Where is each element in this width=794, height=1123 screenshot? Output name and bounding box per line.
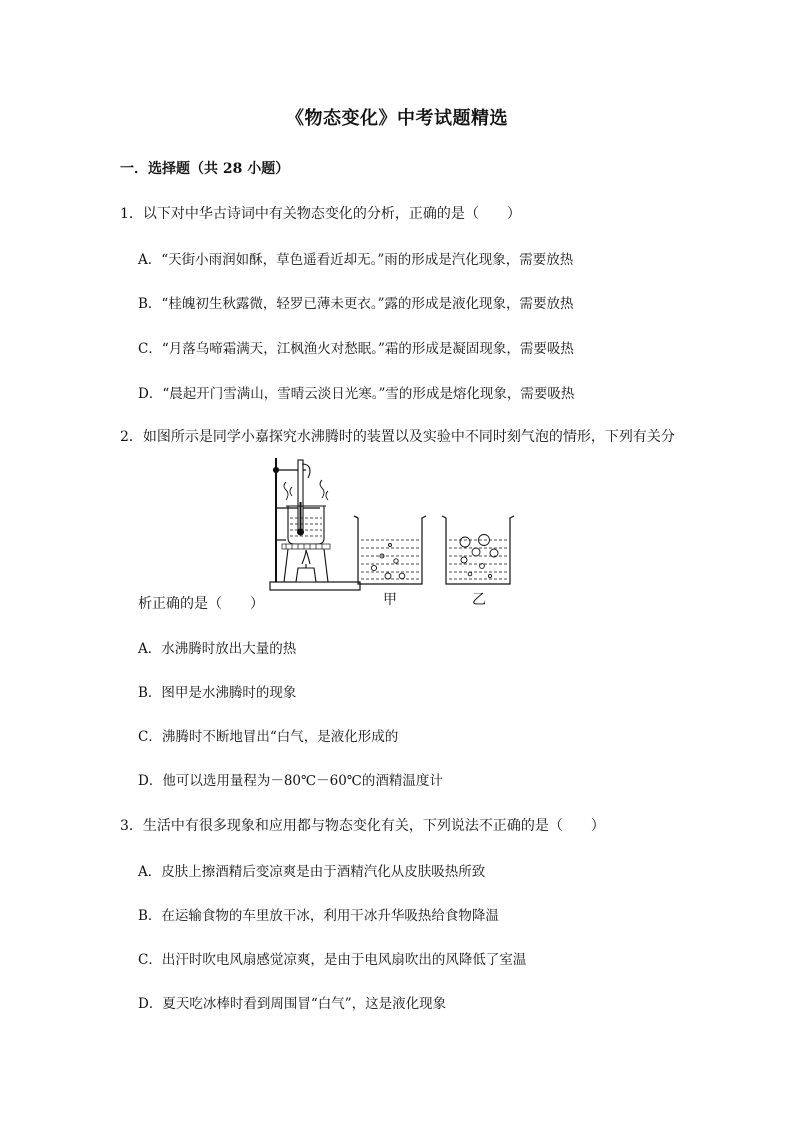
beaker-a bbox=[354, 516, 426, 584]
page-title: 《物态变化》中考试题精选 bbox=[286, 108, 508, 129]
steam-lines bbox=[284, 480, 328, 500]
question-2-stem: 2．如图所示是同学小嘉探究水沸腾时的装置以及实验中不同时刻气泡的情形，下列有关分 bbox=[120, 429, 675, 445]
question-3-stem: 3．生活中有很多现象和应用都与物态变化有关，下列说法不正确的是（ ） bbox=[120, 818, 605, 834]
question-3-option-d: D．夏天吃冰棒时看到周围冒“白气”，这是液化现象 bbox=[138, 996, 447, 1012]
question-2-option-c: C．沸腾时不断地冒出“白气，是液化形成的 bbox=[138, 729, 399, 745]
question-1-stem: 1．以下对中华古诗词中有关物态变化的分析，正确的是（ ） bbox=[120, 206, 521, 222]
question-2-option-b: B．图甲是水沸腾时的现象 bbox=[138, 685, 297, 701]
question-1-option-a: A．“天街小雨润如酥，草色遥看近却无。”雨的形成是汽化现象，需要放热 bbox=[138, 252, 574, 268]
question-1-option-b: B．“桂魄初生秋露微，轻罗已薄未更衣。”露的形成是液化现象，需要放热 bbox=[138, 296, 574, 312]
question-2-option-a: A．水沸腾时放出大量的热 bbox=[138, 641, 297, 657]
beaker-b bbox=[442, 516, 514, 584]
beaker-a-label: 甲 bbox=[383, 592, 397, 608]
alcohol-burner bbox=[284, 549, 328, 582]
question-1-option-d: D．“晨起开门雪满山，雪晴云淡日光寒。”雪的形成是熔化现象，需要吸热 bbox=[138, 386, 575, 402]
question-2-stem-continued: 析正确的是（ ） bbox=[138, 596, 264, 612]
section-heading: 一．选择题（共 28 小题） bbox=[120, 161, 290, 177]
question-3-option-a: A．皮肤上擦酒精后变凉爽是由于酒精汽化从皮肤吸热所致 bbox=[138, 864, 486, 880]
heated-beaker bbox=[286, 506, 326, 544]
question-2-option-d: D．他可以选用量程为－80℃－60℃的酒精温度计 bbox=[138, 773, 443, 789]
boiling-experiment-figure bbox=[262, 452, 522, 612]
thermometer bbox=[298, 460, 311, 535]
question-3-option-c: C．出汗时吹电风扇感觉凉爽，是由于电风扇吹出的风降低了室温 bbox=[138, 952, 527, 968]
question-3-option-b: B．在运输食物的车里放干冰，利用干冰升华吸热给食物降温 bbox=[138, 908, 499, 924]
question-1-option-c: C．“月落乌啼霜满天，江枫渔火对愁眠。”霜的形成是凝固现象，需要吸热 bbox=[138, 341, 574, 357]
beaker-b-label: 乙 bbox=[472, 592, 486, 608]
wire-gauze bbox=[282, 544, 330, 549]
